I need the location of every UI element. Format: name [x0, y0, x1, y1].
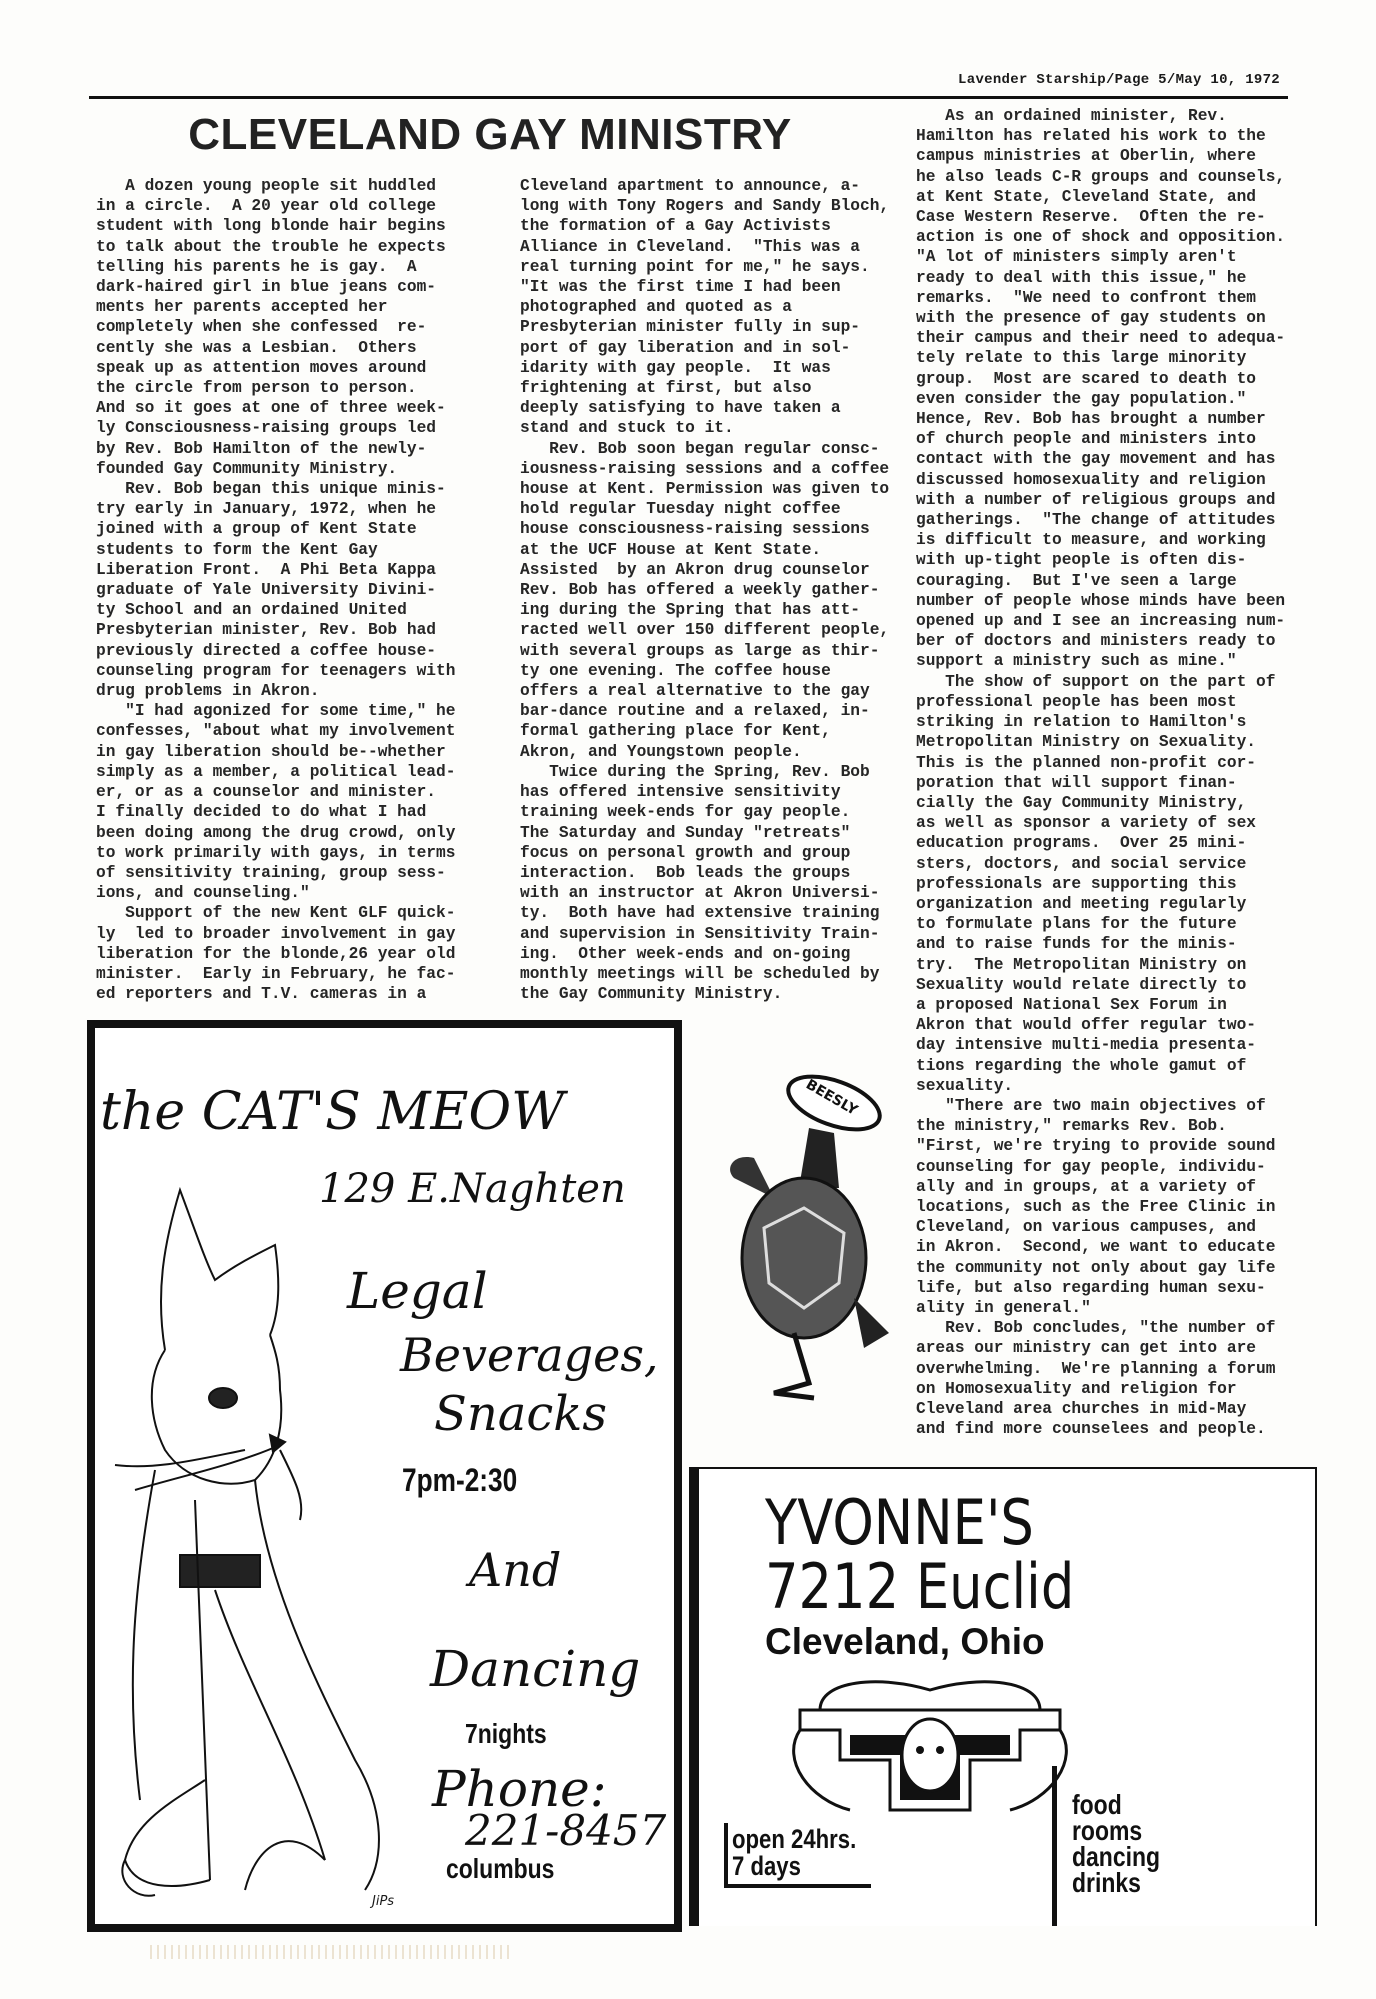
paragraph: Rev. Bob soon began regular consc- iousness-raising sessions and a coffee house at Kent. Permission was given to hold regular Tuesday night coffee house consciousness-raising sessions at the UCF House at Kent State. Assisted by an Akron drug counselor Rev. Bob has offered a weekly gather- ing during the Spring that has att- racted well over 150 different people, with several groups as large as thir- ty one evening. The coffee house offers a real alternative to the gay bar-dance routine and a relaxed, in- formal gathering place for Kent, Akron, and Youngstown people.: [520, 439, 890, 761]
cats-meow-name: the CAT'S MEOW: [100, 1082, 565, 1142]
bracket-vertical: [724, 1823, 728, 1888]
cats-meow-hours: 7pm-2:30: [402, 1462, 518, 1498]
paragraph: As an ordained minister, Rev. Hamilton has related his work to the campus ministries at Oberlin, where he also leads C-R groups and counsels, at Kent State, Cleveland State, and Case Western Reserve. Often the re- action is one of shock and opposition. "A lot of ministers simply aren't ready to deal with this issue," he remarks. "We need to confront them with the presence of gay students on their campus and their need to adequa- tely relate to this large minority group. Most are scared to death to even consider the gay population." Hence, Rev. Bob has brought a number of church people and ministers into contact with the gay movement and has discussed homosexuality and religion with a number of religious groups and gatherings. "The change of attitudes is difficult to measure, and working with up-tight people is often dis- couraging. But I've seen a large number of people whose minds have been opened up and I see an increasing num- ber of doctors and ministers ready to support a ministry such as mine.": [916, 107, 1286, 671]
article-column-2: [520, 176, 889, 1004]
paragraph: "I had agonized for some time," he confesses, "about what my involvement in gay liberation should be--whether simply as a member, a political lead- er, or as a counselor and minister. I finally decided to do what I had been doing among the drug crowd, only to work primarily with gays, in terms of sensitivity training, group sess- ions, and counseling.": [96, 702, 456, 903]
cats-meow-phone: 221-8457: [465, 1806, 667, 1855]
paragraph: The show of support on the part of professional people has been most striking in relation to Hamilton's Metropolitan Ministry on Sexuality. This is the planned non-profit cor- poration that will support finan- cially the Gay Community Ministry, as well as sponsor a variety of sex education programs. Over 25 mini- sters, doctors, and social service professionals are supporting this organization and meeting regularly to formulate plans for the future and to raise funds for the minis- try. The Metropolitan Ministry on Sexuality would relate directly to a proposed National Sex Forum in Akron that would offer regular two- day intensive multi-media presenta- tions regarding the whole gamut of sexuality.: [916, 672, 1276, 1095]
bracket-horizontal: [724, 1884, 871, 1888]
turtle-hat-text: BEESLY: [802, 1076, 861, 1119]
yvonnes-features: [1072, 1789, 1161, 1898]
running-head: Lavender Starship/Page 5/May 10, 1972: [958, 72, 1280, 88]
article-column-3: [916, 106, 1285, 1439]
hours-line-2: 7 days: [732, 1851, 801, 1881]
paragraph: Rev. Bob concludes, "the number of areas our ministry can get into are overwhelming. We're planning a forum on Homosexuality and religion for Cleveland area churches in mid-May and find more counselees and people.: [916, 1319, 1276, 1439]
yvonnes-name: YVONNE'S: [765, 1486, 1034, 1559]
cats-meow-and: And: [469, 1543, 562, 1597]
article-title: CLEVELAND GAY MINISTRY: [188, 110, 792, 159]
feature-item: dancing: [1072, 1841, 1161, 1872]
paragraph: Twice during the Spring, Rev. Bob has offered intensive sensitivity training week-ends for gay people. The Saturday and Sunday "retreats" focus on personal growth and group interaction. Bob leads the groups with an instructor at Akron Universi- ty. Both have had extensive training and supervision in Sensitivity Train- ing. Other week-ends and on-going monthly meetings will be scheduled by the Gay Community Ministry.: [520, 762, 880, 1004]
cats-meow-legal: Legal: [347, 1262, 488, 1320]
cats-meow-snacks: Snacks: [434, 1386, 608, 1442]
yvonnes-city: Cleveland, Ohio: [765, 1621, 1045, 1662]
paragraph: "There are two main objectives of the ministry," remarks Rev. Bob. "First, we're trying to provide sound counseling for gay people, individu- ally and in groups, at a variety of locations, such as the Free Clinic in Cleveland, on various campuses, and in Akron. Second, we want to educate the community not only about gay life life, but also regarding human sexu- ality in general.": [916, 1096, 1276, 1317]
feature-item: drinks: [1072, 1867, 1141, 1898]
paragraph: A dozen young people sit huddled in a circle. A 20 year old college student with long blonde hair begins to talk about the trouble he expects telling his parents he is gay. A dark-haired girl in blue jeans com- ments her parents accepted her completely when she confessed re- cently she was a Lesbian. Others speak up as attention moves around the circle from person to person. And so it goes at one of three week- ly Consciousness-raising groups led by Rev. Bob Hamilton of the newly- founded Gay Community Ministry.: [96, 177, 446, 478]
feature-item: rooms: [1072, 1815, 1143, 1846]
article-column-1: [96, 176, 455, 1004]
artist-signature: JiPs: [372, 1894, 395, 1909]
cats-meow-beverages: Beverages,: [400, 1328, 659, 1382]
cats-meow-dancing: Dancing: [430, 1640, 641, 1698]
cats-meow-nights: 7nights: [465, 1718, 547, 1749]
features-divider: [1052, 1766, 1057, 1926]
paragraph: Rev. Bob began this unique minis- try early in January, 1972, when he joined with a group of Kent State students to form the Kent Gay Liberation Front. A Phi Beta Kappa graduate of Yale University Divini- ty School and an ordained United Presbyterian minister, Rev. Bob had previously directed a coffee house- counseling program for teenagers with drug problems in Akron.: [96, 480, 456, 701]
header-rule: [89, 96, 1288, 99]
hours-line-1: open 24hrs.: [732, 1824, 857, 1854]
turtle-illustration: [714, 1058, 894, 1403]
cats-meow-city: columbus: [446, 1853, 555, 1884]
paragraph: Support of the new Kent GLF quick- ly led to broader involvement in gay liberation for the blonde,26 year old minister. Early in February, he fac- ed reporters and T.V. cameras in a: [96, 904, 456, 1004]
yvonnes-address: 7212 Euclid: [765, 1550, 1075, 1623]
feature-item: food: [1072, 1789, 1122, 1820]
yvonnes-hours: [732, 1826, 856, 1880]
cats-meow-phone-label: Phone:: [432, 1760, 607, 1818]
paragraph: Cleveland apartment to announce, a- long with Tony Rogers and Sandy Bloch, the formation of a Gay Activists Alliance in Cleveland. "This was a real turning point for me," he says. "It was the first time I had been photographed and quoted as a Presbyterian minister fully in sup- port of gay liberation and in sol- idarity with gay people. It was frightening at first, but also deeply satisfying to have taken a stand and stuck to it.: [520, 177, 890, 438]
ornament-mask-icon: [780, 1670, 1080, 1825]
print-speckle: [150, 1945, 510, 1959]
cats-meow-address: 129 E.Naghten: [319, 1166, 626, 1212]
